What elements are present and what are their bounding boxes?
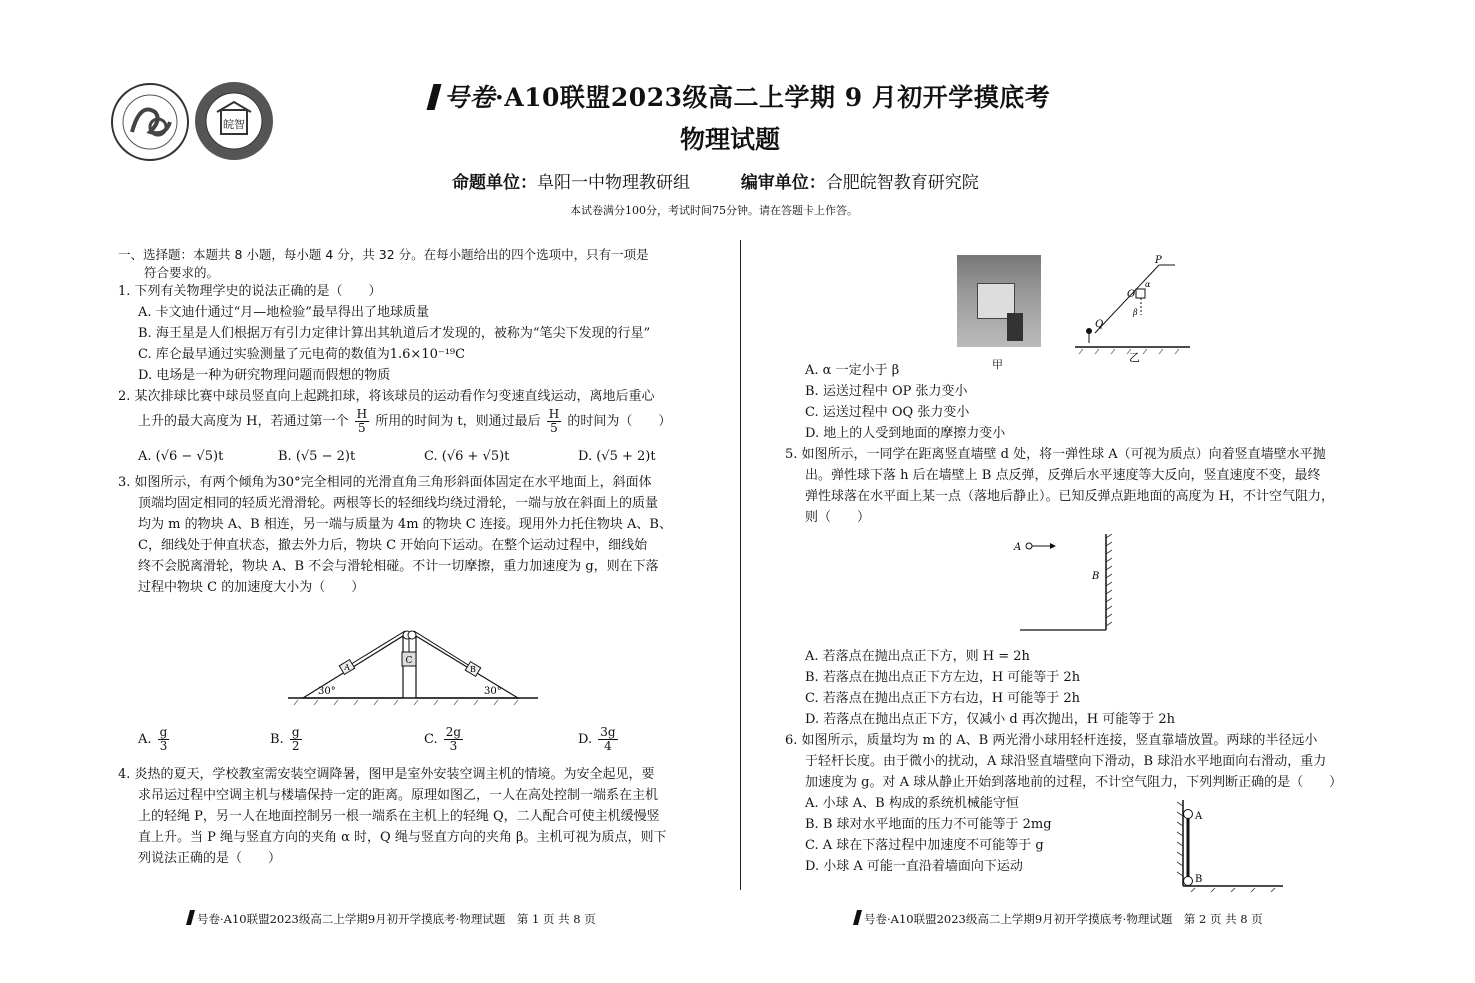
q5-line4: 则（ ） xyxy=(805,510,871,525)
section1-line1: 一、选择题：本题共 8 小题，每小题 4 分，共 32 分。在每小题给出的四个选项中，只有一项是 xyxy=(118,247,649,262)
q4-line1: 4. 炎热的夏天，学校教室需安装空调降暑，图甲是室外安装空调主机的情境。为安全起见，要 xyxy=(118,767,655,782)
q6-option-d: D. 小球 A 可能一直沿着墙面向下运动 xyxy=(805,859,1023,874)
q4-option-b: B. 运送过程中 OP 张力变小 xyxy=(805,384,968,399)
q4-option-a: A. α 一定小于 β xyxy=(805,363,900,378)
q4-line4: 直上升。当 P 绳与竖直方向的夹角 α 时，Q 绳与竖直方向的夹角 β。主机可视为质点，则下 xyxy=(138,830,667,845)
q6-line2: 于轻杆长度。由于微小的扰动，A 球沿竖直墙壁向下滑动，B 球沿水平地面向右滑动，重力 xyxy=(805,754,1327,769)
q5-line2: 出。弹性球下落 h 后在墙壁上 B 点反弹，反弹后水平速度等大反向，竖直速度不变，最终 xyxy=(805,468,1321,483)
q2-fraction-2: $\frac{H}{5}$ xyxy=(548,407,560,435)
q3-line1: 3. 如图所示，有两个倾角为30°完全相同的光滑直角三角形斜面体固定在水平地面上，斜面体 xyxy=(118,475,652,490)
q4-diagram-yi xyxy=(1075,255,1195,365)
q2-option-d: D. (√5 + 2)t xyxy=(578,449,656,464)
q4-line3: 上的轻绳 P，另一人在地面控制另一根一端系在主机上的轻绳 Q，二人配合可使主机缓慢竖 xyxy=(138,809,660,824)
q4-photo-jia xyxy=(957,255,1041,347)
right-column xyxy=(785,250,1385,890)
q3-line6: 过程中物块 C 的加速度大小为（ ） xyxy=(138,580,365,595)
unit-value-1: 阜阳一中物理教研组 xyxy=(537,173,690,193)
column-divider xyxy=(740,240,741,890)
unit-label-1: 命题单位： xyxy=(452,173,537,193)
q2-fraction-1: $\frac{H}{5}$ xyxy=(356,407,368,435)
q6-option-a: A. 小球 A、B 构成的系统机械能守恒 xyxy=(805,796,1019,811)
school-seal-graphic xyxy=(110,82,190,162)
q3-line2: 顶端均固定相同的轻质光滑滑轮。两根等长的轻细线均绕过滑轮，一端与放在斜面上的质量 xyxy=(138,496,659,511)
unit-label-2: 编审单位： xyxy=(740,173,826,193)
q5-line1: 5. 如图所示，一同学在距离竖直墙壁 d 处，将一弹性球 A（可视为质点）向着竖直墙壁水平抛 xyxy=(785,447,1326,462)
units-line xyxy=(452,168,979,193)
q6-label-a: A xyxy=(1195,811,1203,822)
q6-option-c: C. A 球在下落过程中加速度不可能等于 g xyxy=(805,838,1044,853)
brand-mark-icon xyxy=(427,84,442,110)
q2-text-c: 的时间为（ ） xyxy=(567,414,672,429)
q5-option-c: C. 若落点在抛出点正下方右边，H 可能等于 2h xyxy=(805,691,1080,706)
q4-line5: 列说法正确的是（ ） xyxy=(138,851,282,866)
q3-angle-left: 30° xyxy=(318,686,336,697)
brand-name: 号卷 xyxy=(444,83,496,112)
q2-option-b: B. (√5 − 2)t xyxy=(278,449,356,464)
title-text: ·A10联盟2023级高二上学期 9 月初开学摸底考 xyxy=(495,83,1051,112)
q1-option-b: B. 海王星是人们根据万有引力定律计算出其轨道后才发现的，被称为“笔尖下发现的行星” xyxy=(138,326,651,341)
exam-title xyxy=(430,78,1050,114)
q3-label-a: A xyxy=(344,663,350,672)
wanzhi-education-logo xyxy=(193,80,273,160)
q3-option-a: A. $\frac{g}{3}$ xyxy=(138,725,168,753)
q4-option-d: D. 地上的人受到地面的摩擦力变小 xyxy=(805,426,1006,441)
unit-value-2: 合肥皖智教育研究院 xyxy=(825,173,979,193)
q6-label-b: B xyxy=(1195,874,1203,885)
q2-option-a: A. (√6 − √5)t xyxy=(138,449,224,464)
q3-line4: C，细线处于伸直状态，撤去外力后，物块 C 开始向下运动。在整个运动过程中，细线始 xyxy=(138,538,648,553)
q3-angle-right: 30° xyxy=(484,686,502,697)
q4-label-beta: β xyxy=(1133,308,1138,317)
q4-label-p: P xyxy=(1155,255,1162,266)
footer-brand-icon xyxy=(186,910,195,925)
q5-line3: 弹性球落在水平面上某一点（落地后静止）。已知反弹点距地面的高度为 H，不计空气阻力， xyxy=(805,489,1334,504)
q4-label-o: O xyxy=(1127,289,1136,300)
q4-label-alpha: α xyxy=(1145,280,1151,289)
q3-option-d: D. $\frac{3g}{4}$ xyxy=(578,725,616,753)
q4-option-c: C. 运送过程中 OQ 张力变小 xyxy=(805,405,970,420)
school-seal-logo xyxy=(110,82,190,162)
footer-right: 号卷·A10联盟2023级高二上学期9月初开学摸底考·物理试题 第 2 页 共 8 页 xyxy=(855,910,1263,927)
q3-option-c: C. $\frac{2g}{3}$ xyxy=(424,725,462,753)
q5-label-a: A xyxy=(1014,542,1022,553)
exam-subtitle: 物理试题 xyxy=(680,125,781,154)
q2-text-b: 所用的时间为 t，则通过最后 xyxy=(375,414,541,429)
q2-text-a: 上升的最大高度为 H，若通过第一个 xyxy=(138,414,349,429)
fig-label-jia: 甲 xyxy=(992,358,1003,371)
q5-label-b: B xyxy=(1092,571,1100,582)
q1-option-d: D. 电场是一种为研究物理问题而假想的物质 xyxy=(138,368,391,383)
footer-brand-icon xyxy=(853,910,862,925)
q6-option-b: B. B 球对水平地面的压力不可能等于 2mg xyxy=(805,817,1052,832)
q3-line3: 均为 m 的物块 A、B 相连，另一端与质量为 4m 的物块 C 连接。现用外力托住物块 A、B、 xyxy=(138,517,672,532)
section1-line2: 符合要求的。 xyxy=(144,265,220,280)
q5-wall-diagram xyxy=(1010,532,1120,634)
seal-text: 皖智 xyxy=(223,118,245,131)
q5-option-d: D. 若落点在抛出点正下方，仅减小 d 再次抛出，H 可能等于 2h xyxy=(805,712,1176,727)
q2-line1: 2. 某次排球比赛中球员竖直向上起跳扣球，将该球员的运动看作匀变速直线运动，离地后重心 xyxy=(118,389,655,404)
q1-option-a: A. 卡文迪什通过“月—地检验”最早得出了地球质量 xyxy=(138,305,429,320)
q3-label-c: C xyxy=(405,656,413,666)
wanzhi-logo-graphic xyxy=(193,80,275,162)
q3-option-b: B. $\frac{g}{2}$ xyxy=(270,725,300,753)
q4-label-q: Q xyxy=(1095,319,1104,330)
q6-rod-diagram xyxy=(1175,798,1285,892)
q5-option-b: B. 若落点在抛出点正下方左边，H 可能等于 2h xyxy=(805,670,1081,685)
q2-option-c: C. (√6 + √5)t xyxy=(424,449,510,464)
exam-notice: 本试卷满分100分，考试时间75分钟。请在答题卡上作答。 xyxy=(570,204,858,217)
fig-label-yi: 乙 xyxy=(1129,351,1140,364)
q3-line5: 终不会脱离滑轮，物块 A、B 不会与滑轮相碰。不计一切摩擦，重力加速度为 g，则在下落 xyxy=(138,559,659,574)
q3-incline-diagram xyxy=(288,616,548,706)
footer-left: 号卷·A10联盟2023级高二上学期9月初开学摸底考·物理试题 第 1 页 共 8 页 xyxy=(188,910,596,927)
q2-line2 xyxy=(138,408,671,435)
q6-line3: 加速度为 g。对 A 球从静止开始到落地前的过程，不计空气阻力，下列判断正确的是（ ） xyxy=(805,775,1343,790)
q1-stem: 1. 下列有关物理学史的说法正确的是（ ） xyxy=(118,284,382,299)
left-column xyxy=(118,244,718,894)
q1-option-c: C. 库仑最早通过实验测量了元电荷的数值为1.6×10⁻¹⁹C xyxy=(138,347,466,362)
q5-option-a: A. 若落点在抛出点正下方，则 H = 2h xyxy=(805,649,1030,664)
q6-line1: 6. 如图所示，质量均为 m 的 A、B 两光滑小球用轻杆连接，竖直靠墙放置。两球的半径远小 xyxy=(785,733,1318,748)
q3-label-b: B xyxy=(470,665,476,674)
q4-line2: 求吊运过程中空调主机与楼墙保持一定的距离。原理如图乙，一人在高处控制一端系在主机 xyxy=(138,788,659,803)
